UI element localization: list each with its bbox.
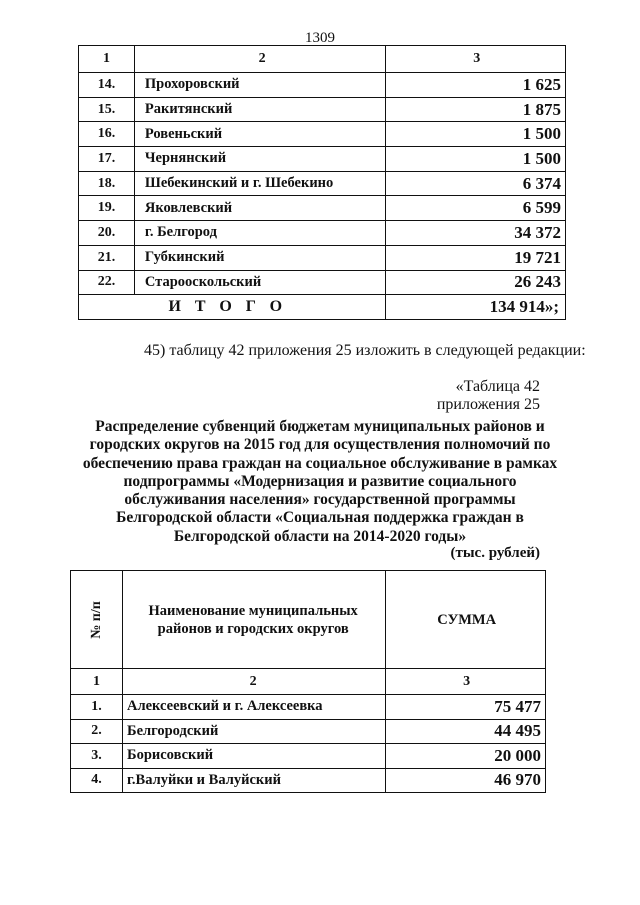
row-sum: 1 875: [386, 97, 566, 122]
row-sum: 26 243: [386, 270, 566, 295]
header-col-2: 2: [134, 46, 386, 73]
row-number: 15.: [79, 97, 135, 122]
title-line: подпрограммы «Модернизация и развитие социального: [123, 472, 517, 490]
title-line: Белгородской области «Социальная поддержка граждан в: [116, 509, 524, 527]
row-number: 21.: [79, 245, 135, 270]
table-row: [79, 196, 566, 221]
row-number: 14.: [79, 73, 135, 98]
row-name: Ракитянский: [134, 97, 386, 122]
row-sum: 1 500: [386, 147, 566, 172]
row-number: 18.: [79, 171, 135, 196]
table-row: [79, 73, 566, 98]
header-col-3: 3: [386, 46, 566, 73]
table-row: [79, 245, 566, 270]
index-col-1: 1: [71, 669, 123, 695]
row-sum: 6 599: [386, 196, 566, 221]
row-sum: 75 477: [386, 695, 546, 720]
continued-table: [78, 45, 566, 320]
table-row: [71, 744, 546, 769]
table-row: [71, 719, 546, 744]
row-sum: 44 495: [386, 719, 546, 744]
index-col-3: 3: [386, 669, 546, 695]
row-name: Алексеевский и г. Алексеевка: [122, 695, 385, 720]
table-reference-line-1: «Таблица 42: [455, 378, 540, 395]
header-sum-cell: СУММА: [386, 571, 546, 669]
row-number: 2.: [71, 719, 123, 744]
row-name: Белгородский: [122, 719, 385, 744]
table-row: [71, 695, 546, 720]
row-number: 1.: [71, 695, 123, 720]
row-sum: 34 372: [386, 221, 566, 246]
title-line: обслуживания населения» государственной программы: [124, 491, 516, 509]
units-label: (тыс. рублей): [450, 545, 540, 561]
header-name-line-2: районов и городских округов: [157, 620, 349, 637]
row-sum: 1 625: [386, 73, 566, 98]
title-line: обеспечению права граждан на социальное обслуживание в рамках: [82, 454, 558, 472]
title-line: городских округов на 2015 год для осуществления полномочий по: [89, 436, 551, 454]
total-value: 134 914»;: [386, 295, 566, 320]
row-name: Яковлевский: [134, 196, 386, 221]
row-name: Чернянский: [134, 147, 386, 172]
row-number: 4.: [71, 768, 123, 793]
total-row: [79, 295, 566, 320]
title-line: Белгородской области на 2014-2020 годы»: [173, 527, 467, 545]
row-name: г. Белгород: [134, 221, 386, 246]
row-number: 16.: [79, 122, 135, 147]
table-reference-line-2: приложения 25: [436, 396, 540, 413]
table-header-row: [71, 571, 546, 669]
row-name: Борисовский: [122, 744, 385, 769]
page-number: 1309: [305, 30, 335, 46]
row-number: 22.: [79, 270, 135, 295]
header-name-line-1: Наименование муниципальных: [148, 602, 358, 619]
row-name: г.Валуйки и Валуйский: [122, 768, 385, 793]
table-row: [71, 768, 546, 793]
row-number: 17.: [79, 147, 135, 172]
row-number: 19.: [79, 196, 135, 221]
row-name: Ровеньский: [134, 122, 386, 147]
row-sum: 1 500: [386, 122, 566, 147]
header-col-1: 1: [79, 46, 135, 73]
row-name: Старооскольский: [134, 270, 386, 295]
header-number-cell: [71, 571, 123, 669]
row-number: 20.: [79, 221, 135, 246]
table-row: [79, 147, 566, 172]
row-sum: 19 721: [386, 245, 566, 270]
subvention-table: [70, 570, 546, 793]
row-sum: 6 374: [386, 171, 566, 196]
table-reference: [380, 378, 540, 414]
table-row: [79, 171, 566, 196]
row-number: 3.: [71, 744, 123, 769]
table-header-row: [79, 46, 566, 73]
row-sum: 20 000: [386, 744, 546, 769]
amendment-instruction: 45) таблицу 42 приложения 25 изложить в следующей редакции:: [144, 342, 586, 359]
header-number-label: № п/п: [88, 601, 104, 639]
table-row: [79, 221, 566, 246]
row-sum: 46 970: [386, 768, 546, 793]
index-col-2: 2: [122, 669, 385, 695]
row-name: Прохоровский: [134, 73, 386, 98]
table-row: [79, 270, 566, 295]
row-name: Губкинский: [134, 245, 386, 270]
header-name-cell: [122, 571, 385, 669]
table-row: [79, 122, 566, 147]
title-line: Распределение субвенций бюджетам муниципальных районов и: [95, 418, 545, 435]
total-label: ИТОГО: [79, 295, 386, 320]
row-name: Шебекинский и г. Шебекино: [134, 171, 386, 196]
column-index-row: [71, 669, 546, 695]
table-row: [79, 97, 566, 122]
table-title: [70, 418, 570, 546]
